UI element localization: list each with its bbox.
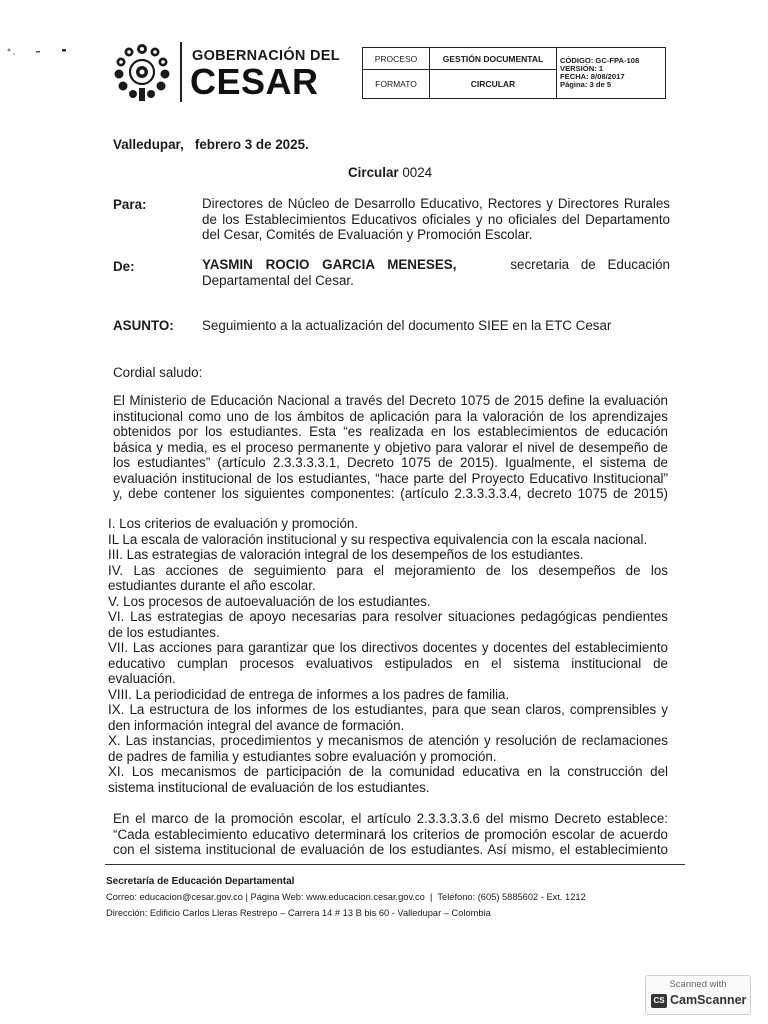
logo-title-line2: CESAR: [190, 61, 319, 102]
criteria-line: educativo cumplan procesos evaluativos estipulados en el sistema institucional de: [108, 655, 668, 671]
footer-address: Dirección: Edificio Carlos Lleras Restrepo – Carrera 14 # 13 B bis 60 - Valledupar – Colombia: [106, 908, 491, 918]
criteria-line: de los estudiantes.: [108, 624, 220, 640]
intro-paragraph: [113, 393, 668, 502]
table-row2-value: CIRCULAR: [430, 70, 557, 99]
closing-line: con el sistema institucional de evaluación de los estudiantes. Así mismo, el establecimiento: [113, 842, 668, 857]
criteria-line: IL La escala de valoración institucional y su respectiva equivalencia con la escala nacional.: [108, 531, 648, 547]
intro-line: evaluación institucional de los estudiantes, “hace parte del Proyecto Educativo Institucional”: [113, 470, 668, 486]
sender-name: YASMIN ROCIO GARCIA MENESES,: [202, 257, 457, 272]
criteria-line: VII. Las acciones para garantizar que los directivos docentes y docentes del establecimiento: [108, 640, 668, 655]
para-label: Para:: [113, 197, 147, 212]
de-label: De:: [113, 259, 135, 274]
para-line: Directores de Núcleo de Desarrollo Educativo, Rectores y Directores Rurales: [202, 196, 670, 211]
para-line: de los Establecimientos Educativos oficiales y no oficiales del Departamento: [202, 211, 670, 227]
scan-specks: [0, 40, 80, 60]
logo-divider: [180, 42, 182, 102]
intro-line: institucional como uno de los ámbitos de aplicación para la valoración de los aprendizajes: [113, 408, 668, 424]
closing-line: “Cada establecimiento educativo determinará los criterios de promoción escolar de acuerdo: [113, 826, 668, 842]
scanner-caption: Scanned with: [669, 979, 727, 990]
intro-line: y, debe contener los siguientes componentes: (artículo 2.3.3.3.3.4, decreto 1075 de 2015): [113, 486, 668, 501]
criteria-line: XI. Los mecanismos de participación de la comunidad educativa en la construcción del: [108, 764, 668, 779]
criteria-line: IX. La estructura de los informes de los estudiantes, para que sean claros, comprensibles y: [108, 702, 668, 717]
criteria-line: VIII. La periodicidad de entrega de informes a los padres de familia.: [108, 686, 510, 702]
table-row2-label: FORMATO: [363, 70, 430, 99]
greeting: Cordial saludo:: [113, 365, 203, 380]
asunto-label: ASUNTO:: [113, 318, 174, 333]
footer-divider: [105, 864, 685, 865]
criteria-line: III. Las estrategias de valoración integral de los desempeños de los estudiantes.: [108, 547, 584, 562]
table-fecha: FECHA: 8/08/2017: [560, 72, 625, 81]
criteria-item: [108, 640, 668, 687]
criteria-line: V. Los procesos de autoevaluación de los estudiantes.: [108, 593, 431, 609]
scanner-brand: CamScanner: [670, 993, 747, 1007]
sender-department: Departamental del Cesar.: [202, 272, 354, 288]
intro-line: obtenidos por los estudiantes. Esta “es realizada en los establecimientos de educación: [113, 424, 668, 439]
logo-title-line1: GOBERNACIÓN DEL: [192, 48, 340, 64]
para-line: del Cesar, Comités de Evaluación y Promoción Escolar.: [202, 227, 533, 242]
table-row1-value: GESTIÓN DOCUMENTAL: [430, 48, 557, 70]
table-meta-cell: [557, 48, 666, 99]
para-recipients: [202, 196, 670, 243]
criteria-item: [108, 687, 668, 703]
criteria-item: [108, 594, 668, 610]
criteria-line: VI. Las estrategias de apoyo necesarias para resolver situaciones pedagógicas pendientes: [108, 609, 668, 624]
gobernacion-emblem-icon: [112, 40, 172, 102]
table-row1-label: PROCESO: [363, 48, 430, 70]
criteria-item: [108, 609, 668, 640]
intro-line: El Ministerio de Educación Nacional a través del Decreto 1075 de 2015 define la evaluación: [113, 393, 668, 408]
criteria-item: [108, 516, 668, 532]
de-sender: [202, 257, 670, 288]
table-version: VERSIÓN: 1: [560, 64, 604, 73]
closing-line: En el marco de la promoción escolar, el artículo 2.3.3.3.3.6 del mismo Decreto establece:: [113, 811, 668, 826]
intro-line: los estudiantes” (artículo 2.3.3.3.3.1, Decreto 1075 de 2015). Igualmente, el sistema de: [113, 455, 668, 470]
table-pagina: Página: 3 de 5: [560, 80, 612, 89]
criteria-line: de padres de familia y estudiantes sobre evaluación y promoción.: [108, 748, 497, 764]
criteria-list: [108, 516, 668, 795]
place-date: Valledupar, febrero 3 de 2025.: [113, 137, 309, 152]
criteria-item: [108, 563, 668, 594]
criteria-line: sistema institucional de evaluación de los estudiantes.: [108, 779, 430, 795]
circular-code: 0024: [398, 165, 433, 180]
camscanner-logo-icon: CS: [651, 994, 667, 1008]
sender-title: secretaria de Educación: [510, 257, 670, 272]
criteria-line: estudiantes durante el año escolar.: [108, 578, 316, 593]
criteria-item: [108, 764, 668, 795]
criteria-line: IV. Las acciones de seguimiento para el mejoramiento de los desempeños de los: [108, 562, 668, 578]
criteria-item: [108, 733, 668, 764]
criteria-item: [108, 547, 668, 563]
criteria-item: [108, 532, 668, 548]
document-control-table: [362, 47, 666, 99]
closing-paragraph: [113, 811, 668, 858]
camscanner-badge: [645, 975, 751, 1015]
criteria-line: I. Los criterios de evaluación y promoción.: [108, 516, 359, 531]
criteria-line: evaluación.: [108, 671, 176, 686]
footer-contact: Correo: educacion@cesar.gov.co | Página Web: www.educacion.cesar.gov.co | Teléfono: (605) 5885602 - Ext. 1212: [106, 892, 586, 902]
intro-line: básica y media, es el proceso permanente y objetivo para valorar el nivel de desempeño de: [113, 439, 668, 455]
criteria-line: X. Las instancias, procedimientos y mecanismos de atención y resolución de reclamaciones: [108, 733, 668, 748]
asunto-text: Seguimiento a la actualización del documento SIEE en la ETC Cesar: [202, 318, 612, 333]
circular-number: [348, 165, 432, 181]
table-codigo: CÓDIGO: GC-FPA-108: [560, 56, 640, 65]
criteria-item: [108, 702, 668, 733]
footer-organization: Secretaría de Educación Departamental: [106, 876, 295, 887]
criteria-line: den información integral del avance de formación.: [108, 717, 405, 733]
circular-word: Circular: [348, 165, 399, 180]
